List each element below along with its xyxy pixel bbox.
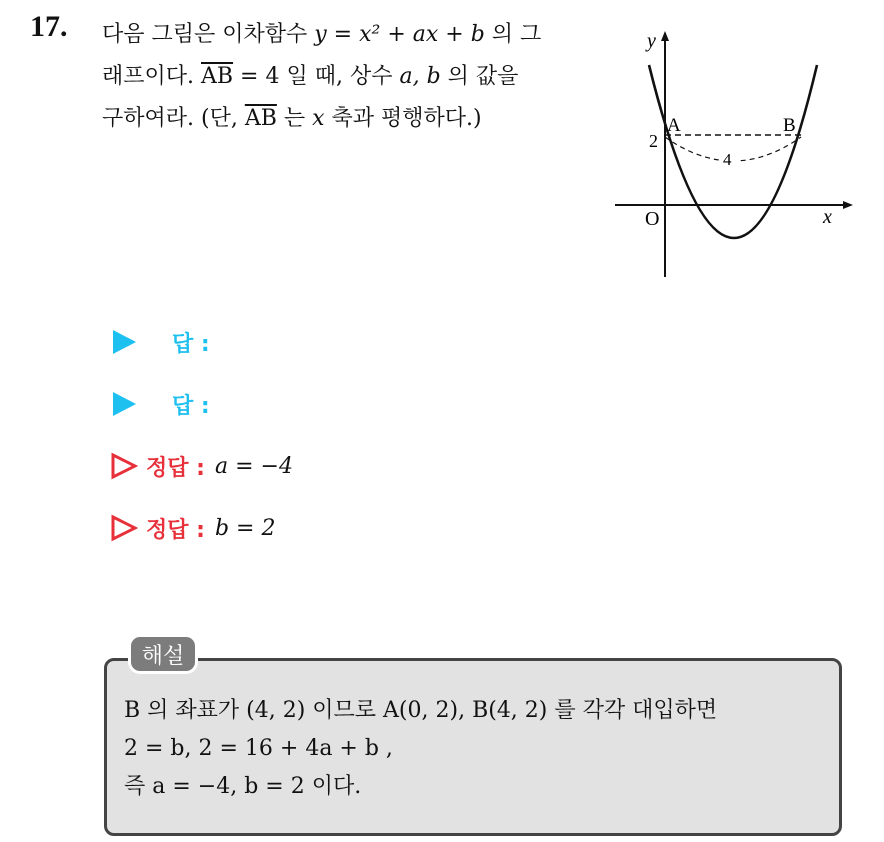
question-line-1 [102, 14, 602, 56]
q-line2-a: 래프이다. [102, 64, 201, 89]
solution-text [124, 692, 717, 806]
answer-row-3 [110, 450, 293, 482]
answer-row-2 [110, 388, 220, 420]
answer-label: 답 : [172, 331, 210, 357]
point-b-label: B [783, 115, 796, 136]
point-a-label: A [667, 115, 681, 136]
q-line3-a: 구하여라. (단, [102, 106, 245, 131]
filled-triangle-icon [110, 390, 138, 418]
distance-label: 4 [723, 150, 732, 169]
outline-triangle-icon [110, 514, 138, 542]
filled-triangle-icon [110, 328, 138, 356]
y-axis-arrow [661, 31, 669, 41]
solution-line-3: 즉 a = −4, b = 2 이다. [124, 774, 362, 799]
solution-tag: 해설 [128, 634, 198, 674]
q-line2-c: 의 값을 [440, 64, 519, 89]
question-number: 17. [30, 10, 68, 43]
y-axis-label: y [647, 30, 656, 52]
q-line3-math: x [312, 106, 325, 131]
solution-line-1: B 의 좌표가 (4, 2) 이므로 A(0, 2), B(4, 2) 를 각각 대입하면 [124, 698, 718, 723]
q-line1-a: 다음 그림은 이차함수 [102, 22, 315, 47]
question-text [102, 14, 602, 140]
y-intercept-label: 2 [649, 131, 658, 151]
x-axis-label: x [823, 206, 832, 228]
parabola-graph [605, 25, 855, 285]
q-line1-b: 의 그 [484, 22, 542, 47]
q-line1-math: y = x² + ax + b [314, 22, 485, 47]
q-line3-b: 는 [276, 106, 313, 131]
correct-answer-value: a = −4 [214, 453, 293, 479]
x-axis-arrow [843, 201, 853, 209]
origin-label: O [645, 208, 660, 230]
outline-triangle-icon [110, 452, 138, 480]
q-line3-seg: $\overline{AB}$ [244, 106, 277, 131]
q-line2-b: = 4 일 때, 상수 [233, 64, 400, 89]
answer-row-1 [110, 326, 220, 358]
solution-line-2: 2 = b, 2 = 16 + 4a + b , [124, 736, 393, 761]
answer-row-4 [110, 512, 275, 544]
question-line-3 [102, 98, 602, 140]
q-line2-math: a, b [399, 64, 441, 89]
correct-answer-value: b = 2 [214, 515, 276, 541]
q-line2-seg: $\overline{AB}$ [201, 64, 234, 89]
answer-label: 답 : [172, 393, 210, 419]
correct-answer-label: 정답 : [146, 517, 205, 543]
correct-answer-label: 정답 : [146, 455, 205, 481]
q-line3-c: 축과 평행하다.) [324, 106, 482, 131]
question-line-2 [102, 56, 602, 98]
